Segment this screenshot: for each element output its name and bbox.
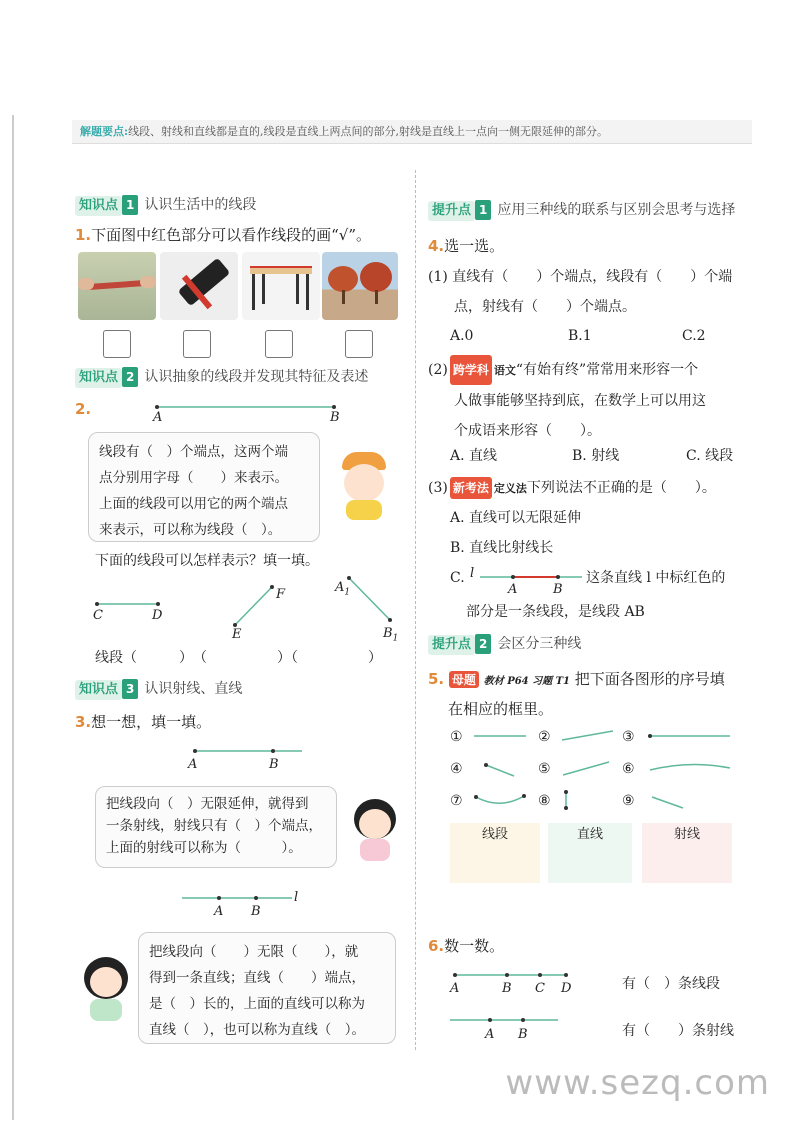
- point-b: [271, 749, 275, 753]
- label-l: l: [470, 566, 475, 581]
- question-4: [428, 235, 504, 256]
- label-c: C: [93, 608, 103, 623]
- label-a: A: [508, 582, 518, 597]
- option-a[interactable]: A. 直线可以无限延伸: [450, 510, 582, 526]
- kp-num: 2: [122, 367, 138, 387]
- kp-num: 1: [122, 195, 138, 215]
- label-text: B: [383, 626, 393, 641]
- q2-answer-line: 线段（ ） （ ）（ ）: [95, 650, 382, 666]
- textbook-source: 教材 P64 习题 T1: [483, 676, 570, 687]
- label-b: B: [269, 757, 279, 772]
- question-3: [75, 711, 211, 732]
- point-d: [156, 602, 160, 606]
- q3-speech-bubble-2: [138, 932, 396, 1044]
- category-label: 直线: [576, 827, 603, 842]
- kp-title: 认识抽象的线段并发现其特征及表述: [144, 369, 369, 385]
- category-box-segment[interactable]: [450, 823, 540, 883]
- label-l: l: [294, 890, 299, 905]
- kp-tag: 提升点: [428, 201, 475, 221]
- text-line: “有始有终”常常用来形容一个: [515, 362, 699, 378]
- bubble-line: 是（ ）长的，上面的直线可以称为: [149, 996, 365, 1012]
- kp-title: 认识生活中的线段: [144, 197, 257, 213]
- label-a: A: [450, 981, 460, 996]
- kp-num: 1: [475, 200, 491, 220]
- segment-ef: [235, 587, 272, 625]
- figure-number-1: ①: [450, 729, 463, 745]
- watermark: www.sezq.com: [505, 1063, 770, 1103]
- text-line: (1) 直线有（ ）个端点，线段有（ ）个端: [428, 269, 733, 285]
- option-b[interactable]: B. 直线比射线长: [450, 540, 554, 556]
- figure-number-2: ②: [538, 729, 551, 745]
- text-line: 人做事能够坚持到底，在数学上可以用这: [454, 393, 706, 409]
- question-text: 下面图中红色部分可以看作线段的画“√”。: [91, 226, 372, 244]
- kp-tag: 知识点: [75, 680, 122, 700]
- option-c[interactable]: C.: [450, 570, 465, 586]
- figure-7: [476, 796, 524, 803]
- q4-part3: [428, 477, 716, 500]
- category-label: 线段: [481, 827, 508, 842]
- label-a: A: [188, 757, 198, 772]
- kp-title: 认识射线、直线: [144, 681, 243, 697]
- figure-6: [650, 764, 730, 770]
- point-b: [556, 575, 560, 579]
- q4-part2: [428, 355, 706, 446]
- question-5: [428, 668, 725, 689]
- point-a: [193, 749, 197, 753]
- figure-number-3: ③: [622, 729, 635, 745]
- point-b: [332, 405, 336, 409]
- kp-tag: 提升点: [428, 635, 475, 655]
- boy-character: [330, 452, 400, 522]
- option-b[interactable]: B. 射线: [572, 448, 620, 464]
- figure-number-5: ⑤: [538, 761, 551, 777]
- label-d: D: [561, 981, 572, 996]
- cross-subject-badge: 跨学科: [450, 355, 492, 385]
- segment-a1b1: [349, 578, 390, 620]
- figure-number-8: ⑧: [538, 793, 551, 809]
- tip-label: 解题要点:: [80, 125, 129, 138]
- label-a: A: [153, 410, 163, 425]
- kp-num: 3: [122, 679, 138, 699]
- q6-answer-2: 有（ ）条射线: [622, 1023, 734, 1039]
- label-d: D: [152, 608, 163, 623]
- question-text: 想一想，填一填。: [91, 713, 212, 731]
- question-number: 4.: [428, 237, 445, 255]
- point-a: [217, 896, 221, 900]
- label-sub: 1: [344, 587, 351, 598]
- question-number: 1.: [75, 226, 92, 244]
- bubble-line: 把线段向（ ）无限（ ），就: [149, 944, 359, 960]
- label-c: C: [535, 981, 545, 996]
- option-c[interactable]: C.2: [682, 328, 706, 344]
- kp-tag: 知识点: [75, 196, 122, 216]
- label-sub: 1: [392, 633, 399, 644]
- q2-speech-bubble: [88, 432, 320, 542]
- category-box-line[interactable]: [548, 823, 632, 883]
- bubble-line: 得到一条直线；直线（ ）端点，: [149, 970, 365, 986]
- point-a: [155, 405, 159, 409]
- bubble-line: 一条射线，射线只有（ ）个端点，: [106, 818, 322, 834]
- tip-text: 线段、射线和直线都是直的,线段是直线上两点间的部分,射线是直线上一点向一侧无限延伸的部分。: [128, 125, 609, 138]
- option-c-text-2: 部分是一条线段，是线段 AB: [466, 604, 645, 620]
- label-a: A: [214, 904, 224, 919]
- q6-answer-1: 有（ ）条线段: [622, 976, 720, 992]
- subject-tag: 语文: [493, 364, 516, 377]
- part-prefix: (3): [428, 480, 448, 496]
- question-text: 数一数。: [444, 937, 505, 955]
- category-box-ray[interactable]: [642, 823, 732, 883]
- category-label: 射线: [673, 827, 700, 842]
- figure-number-9: ⑨: [622, 793, 635, 809]
- text-line: 个成语来形容（ ）。: [454, 423, 601, 439]
- option-c[interactable]: C. 线段: [686, 448, 734, 464]
- part-prefix: (2): [428, 362, 448, 378]
- girl-character-1: [348, 795, 403, 865]
- method-tag: 定义法: [493, 482, 527, 495]
- option-a[interactable]: A.0: [450, 328, 474, 344]
- bubble-line: 点分别用字母（ ）来表示。: [99, 470, 288, 486]
- q3-speech-bubble-1: [95, 786, 337, 868]
- point-b: [254, 896, 258, 900]
- label-b1: [383, 626, 398, 644]
- question-6: [428, 935, 504, 956]
- bubble-line: 上面的线段可以用它的两个端点: [99, 496, 288, 512]
- q2-prompt: 下面的线段可以怎样表示？填一填。: [95, 553, 319, 569]
- knowledge-point-3: [75, 679, 242, 699]
- question-number: 3.: [75, 713, 92, 731]
- label-b: B: [251, 904, 261, 919]
- q4-part1: [428, 262, 732, 322]
- label-text: A: [335, 580, 345, 595]
- label-f: F: [276, 587, 286, 602]
- figure-2: [562, 731, 613, 740]
- question-number: 2.: [75, 400, 92, 418]
- point-a: [511, 575, 515, 579]
- figure-number-4: ④: [450, 761, 463, 777]
- kp-num: 2: [475, 634, 491, 654]
- question-number: 6.: [428, 937, 445, 955]
- girl-character-2: [80, 955, 132, 1025]
- figure-9: [652, 797, 683, 808]
- option-a[interactable]: A. 直线: [450, 448, 498, 464]
- question-text: 选一选。: [444, 237, 505, 255]
- figure-4: [486, 765, 514, 776]
- label-b: B: [518, 1027, 528, 1042]
- option-b[interactable]: B.1: [568, 328, 592, 344]
- label-b: B: [502, 981, 512, 996]
- label-a: A: [485, 1027, 495, 1042]
- option-c-text: 这条直线 l 中标红色的: [586, 570, 726, 586]
- bubble-line: 来表示，可以称为线段（ ）。: [99, 522, 282, 538]
- q4-part2-options: [450, 445, 733, 467]
- bubble-line: 直线（ ），也可以称为直线（ ）。: [149, 1022, 365, 1038]
- label-a1: [335, 580, 350, 598]
- figure-number-6: ⑥: [622, 761, 635, 777]
- point-b1: [388, 618, 392, 622]
- kp-title: 应用三种线的联系与区别会思考与选择: [497, 202, 736, 218]
- mother-question-badge: 母题: [449, 671, 479, 688]
- question-text: 把下面各图形的序号填: [574, 670, 725, 688]
- label-b: B: [330, 410, 340, 425]
- point-f: [270, 585, 274, 589]
- text-line: 下列说法不正确的是（ ）。: [526, 480, 716, 496]
- bubble-line: 上面的射线可以称为（ ）。: [106, 840, 302, 856]
- kp-title: 会区分三种线: [497, 636, 582, 652]
- improve-point-1: [428, 200, 735, 220]
- text-line: 点，射线有（ ）个端点。: [454, 299, 636, 315]
- bubble-line: 把线段向（ ）无限延伸，就得到: [106, 796, 309, 812]
- figure-5: [563, 762, 609, 775]
- question-text-2: 在相应的框里。: [448, 700, 554, 718]
- kp-tag: 知识点: [75, 368, 122, 388]
- new-method-badge: 新考法: [450, 477, 492, 499]
- label-e: E: [232, 627, 242, 642]
- improve-point-2: [428, 634, 581, 654]
- bubble-line: 线段有（ ）个端点，这两个端: [99, 444, 288, 460]
- point-c: [95, 602, 99, 606]
- question-number: 5.: [428, 670, 445, 688]
- figure-number-7: ⑦: [450, 793, 463, 809]
- q4-part1-options: [450, 325, 706, 347]
- label-b: B: [553, 582, 563, 597]
